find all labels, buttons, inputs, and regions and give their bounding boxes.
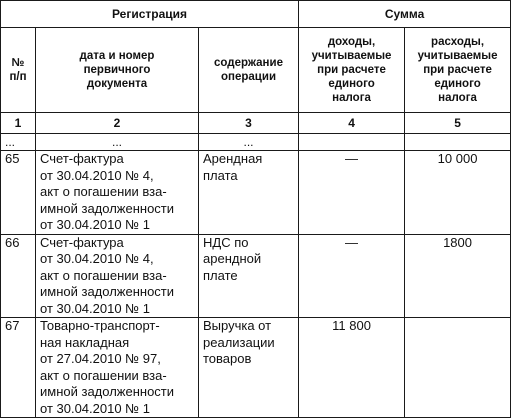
text-line: документа	[86, 78, 148, 90]
col-income-header	[299, 28, 405, 113]
text-line: имной задолженности	[40, 384, 175, 399]
text-line: от 30.04.2010 № 1	[40, 400, 150, 416]
column-number: 5	[405, 113, 511, 134]
expense-cell	[405, 318, 511, 418]
col-date-header	[36, 28, 199, 113]
ellipsis-cell: ...	[36, 134, 199, 151]
ellipsis-cell	[299, 134, 405, 151]
text-line: операции	[221, 71, 277, 83]
ellipsis-cell	[405, 134, 511, 151]
text-line: налога	[332, 92, 371, 104]
col-num-header	[1, 28, 36, 113]
expense-cell: 1800	[405, 234, 511, 318]
text-line: доходы,	[327, 36, 376, 48]
income-cell: —	[299, 234, 405, 318]
text-line: от 30.04.2010 № 4,	[40, 167, 154, 183]
text-line: единого	[434, 78, 481, 90]
text-line: п/п	[9, 71, 27, 83]
column-number: 4	[299, 113, 405, 134]
text-line: товаров	[203, 351, 252, 366]
content-cell	[199, 151, 299, 235]
text-line: акт о погашении вза-	[40, 184, 167, 199]
text-line: Арендная	[203, 151, 263, 166]
text-line: при расчете	[317, 64, 386, 76]
column-number: 1	[1, 113, 36, 134]
text-line: от 30.04.2010 № 1	[40, 300, 150, 316]
text-line: от 30.04.2010 № 1	[40, 217, 150, 232]
text-line: учитываемые	[417, 50, 498, 62]
text-line: единого	[328, 78, 375, 90]
header-row-2	[1, 28, 511, 113]
sum-header: Сумма	[299, 1, 511, 28]
ellipsis-cell: ...	[199, 134, 299, 151]
column-number-row	[1, 113, 511, 134]
text-line: имной задолженности	[40, 200, 175, 216]
text-line: Выручка от	[203, 318, 272, 333]
registration-header: Регистрация	[1, 1, 299, 28]
text-line: Счет-фактура	[40, 234, 124, 250]
income-cell: —	[299, 151, 405, 235]
table-row	[1, 151, 511, 235]
text-line: ная накладная	[40, 334, 130, 350]
text-line: арендной	[203, 251, 262, 266]
text-line: имной задолженности	[40, 284, 175, 299]
ellipsis-row	[1, 134, 511, 151]
ellipsis-cell: ...	[1, 134, 36, 151]
document-cell	[36, 151, 199, 235]
text-line: акт о погашении вза-	[40, 267, 167, 283]
row-number: 65	[1, 151, 36, 235]
table-row	[1, 318, 511, 418]
text-line: Счет-фактура	[40, 151, 124, 166]
text-line: реализации	[203, 334, 275, 350]
column-number: 2	[36, 113, 199, 134]
expense-cell: 10 000	[405, 151, 511, 235]
text-line: акт о погашении вза-	[40, 367, 167, 383]
table-row	[1, 234, 511, 318]
row-number: 66	[1, 234, 36, 318]
text-line: от 30.04.2010 № 4,	[40, 251, 154, 266]
text-line: налога	[438, 92, 477, 104]
text-line: плата	[203, 167, 238, 183]
document-cell	[36, 234, 199, 318]
header-row-1	[1, 1, 511, 28]
col-expense-header	[405, 28, 511, 113]
text-line: дата и номер	[79, 50, 155, 62]
text-line: №	[11, 57, 25, 69]
text-line: первичного	[83, 64, 151, 76]
row-number: 67	[1, 318, 36, 418]
text-line: учитываемые	[311, 50, 392, 62]
text-line: при расчете	[423, 64, 492, 76]
text-line: от 27.04.2010 № 97,	[40, 351, 161, 366]
income-cell: 11 800	[299, 318, 405, 418]
column-number: 3	[199, 113, 299, 134]
document-cell	[36, 318, 199, 418]
text-line: плате	[203, 267, 238, 283]
text-line: содержание	[214, 57, 283, 69]
text-line: Товарно-транспорт-	[40, 318, 160, 333]
text-line: НДС по	[203, 234, 249, 250]
col-content-header	[199, 28, 299, 113]
content-cell	[199, 318, 299, 418]
text-line: расходы,	[431, 36, 485, 48]
content-cell	[199, 234, 299, 318]
